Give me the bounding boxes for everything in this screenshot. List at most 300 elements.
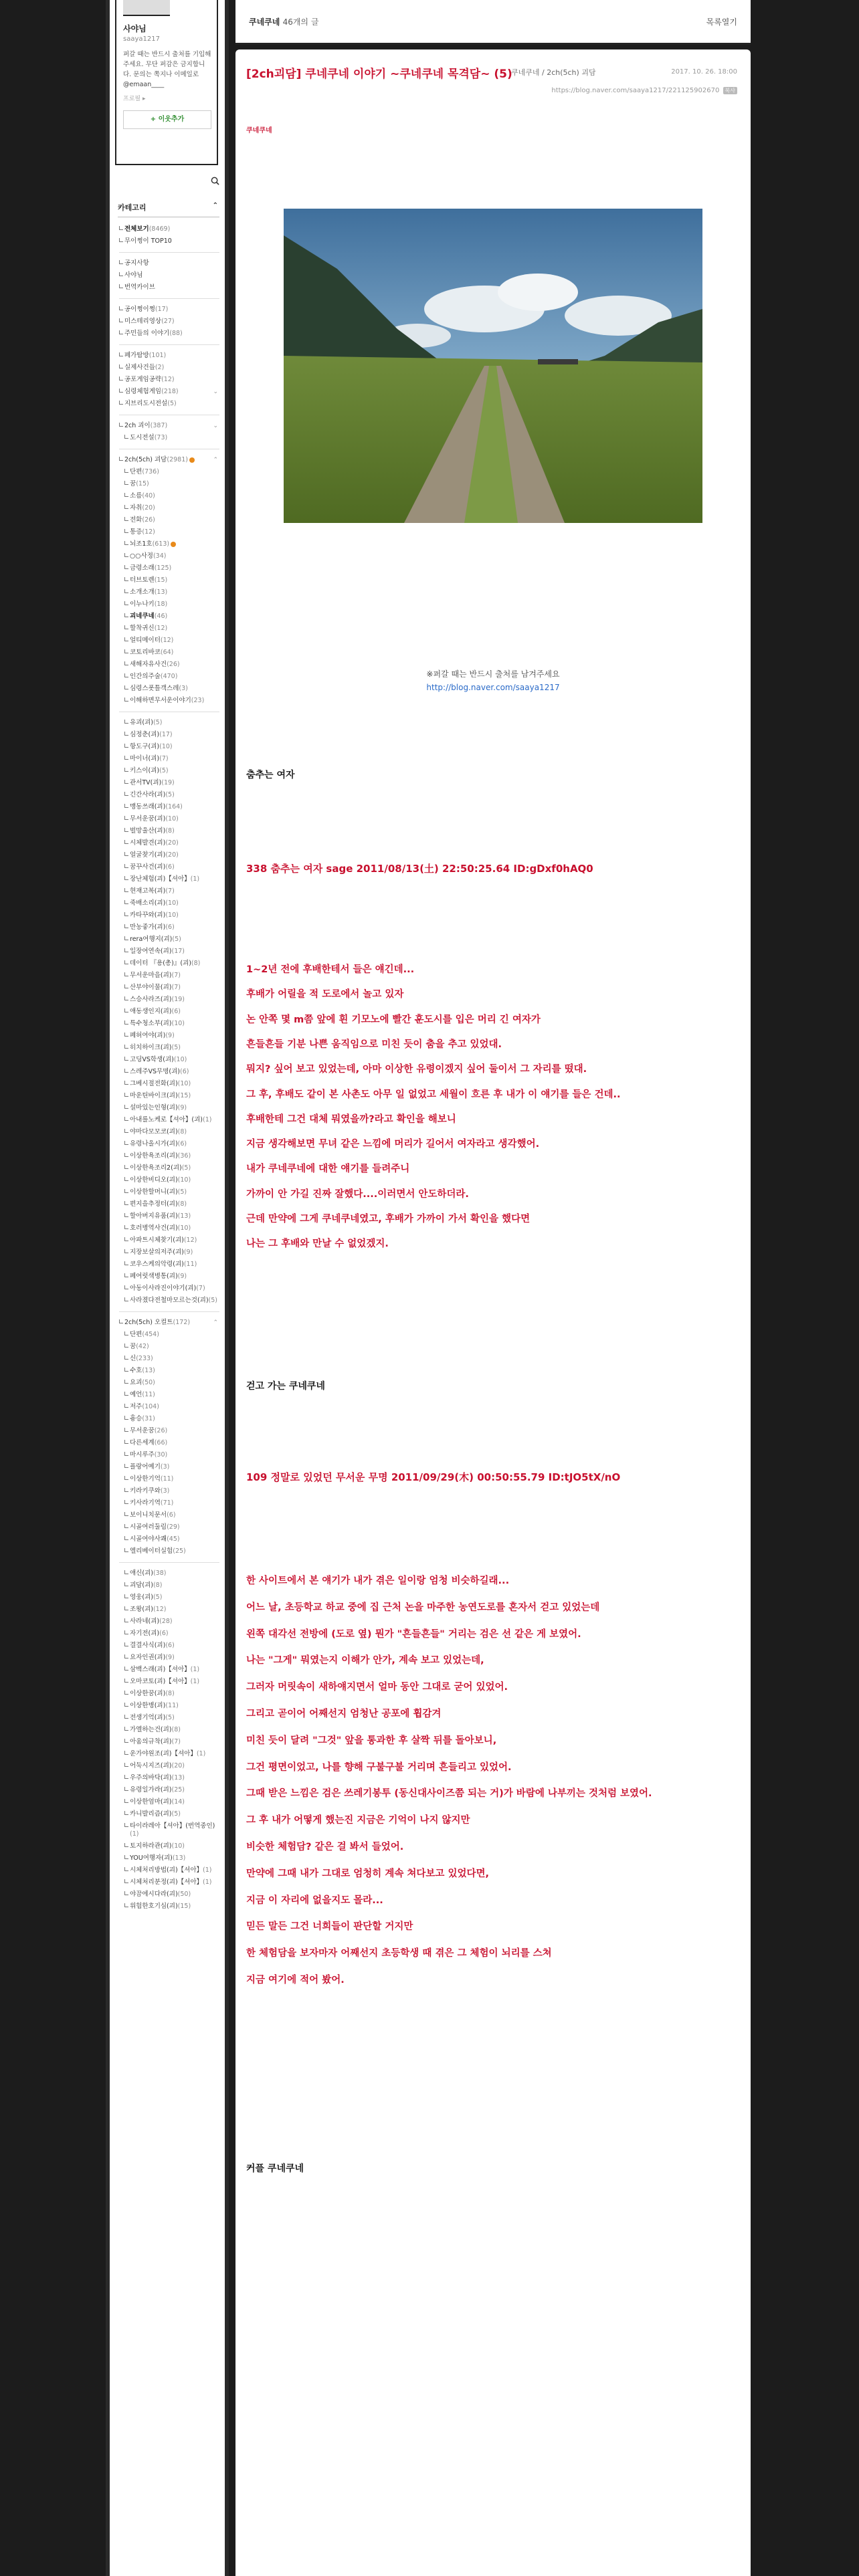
chevron-up-icon[interactable]: ⌃ <box>212 202 218 209</box>
category-count: (34) <box>153 552 167 560</box>
category-item[interactable] <box>118 789 222 801</box>
category-item[interactable] <box>118 1640 222 1652</box>
category-count: (218) <box>161 388 179 395</box>
category-item[interactable] <box>118 1864 222 1876</box>
category-item[interactable] <box>118 1509 222 1521</box>
category-item[interactable] <box>118 1235 222 1247</box>
category-count: (6) <box>165 1642 175 1649</box>
category-item[interactable] <box>118 478 222 490</box>
category-count: (11) <box>183 1261 197 1268</box>
category-item[interactable] <box>118 1901 222 1913</box>
copy-url-icon[interactable]: 복사 <box>723 87 737 94</box>
category-count: (7) <box>171 972 181 979</box>
category-count: (104) <box>142 1403 159 1410</box>
category-count: (736) <box>142 468 159 475</box>
category-item[interactable] <box>118 235 222 247</box>
category-label: 단편 <box>130 468 142 475</box>
category-item[interactable] <box>118 1054 222 1066</box>
category-item[interactable] <box>118 1748 222 1760</box>
category-item[interactable] <box>118 398 222 410</box>
category-label: 시골여러둘림 <box>130 1523 167 1531</box>
category-item[interactable] <box>118 717 222 729</box>
category-item[interactable] <box>118 1545 222 1558</box>
story-line: 후배가 어릴을 적 도로에서 놀고 있자 <box>246 989 404 1000</box>
category-item[interactable] <box>118 741 222 753</box>
new-badge-icon <box>189 457 195 463</box>
category-item[interactable] <box>118 1497 222 1509</box>
category-item[interactable] <box>118 1365 222 1377</box>
category-item[interactable] <box>118 909 222 922</box>
category-item[interactable] <box>118 1030 222 1042</box>
category-item[interactable] <box>118 1760 222 1772</box>
category-item[interactable] <box>118 1222 222 1235</box>
category-item[interactable] <box>118 885 222 897</box>
category-label: 이상한기억 <box>130 1475 161 1483</box>
category-item[interactable] <box>118 1712 222 1724</box>
category-item[interactable] <box>118 1401 222 1413</box>
category-count: (20) <box>165 851 179 859</box>
post-url-text[interactable]: https://blog.naver.com/saaya1217/221125902670 <box>551 87 720 94</box>
category-item[interactable] <box>118 1461 222 1473</box>
category-count: (30) <box>154 1451 168 1459</box>
category-count: (10) <box>165 899 179 907</box>
category-item[interactable] <box>118 946 222 958</box>
category-item[interactable] <box>118 386 222 398</box>
category-count: (2) <box>155 364 165 371</box>
category-label: rera여행지(괴) <box>130 936 173 943</box>
category-item[interactable] <box>118 1317 222 1329</box>
category-count: (3) <box>160 1487 170 1495</box>
category-item[interactable] <box>118 825 222 837</box>
category-item[interactable] <box>118 623 222 635</box>
category-count: (12) <box>154 625 168 632</box>
category-item[interactable] <box>118 897 222 909</box>
category-label: 소개소개 <box>130 588 155 596</box>
post-tag[interactable]: 쿠네쿠네 <box>246 127 272 134</box>
category-item[interactable] <box>118 1377 222 1389</box>
category-toggle-icon[interactable]: ⌄ <box>213 389 218 395</box>
category-item[interactable] <box>118 454 222 466</box>
category-count: (5) <box>153 1594 163 1601</box>
category-label: 플랑어예기 <box>130 1463 161 1471</box>
category-count: (470) <box>160 673 178 680</box>
category-item[interactable] <box>118 1652 222 1664</box>
profile-link[interactable]: 프로필 ▸ <box>123 96 146 102</box>
category-label: 카타꾸와(괴) <box>130 911 166 919</box>
story-line: 흔들흔들 기분 나쁜 움직임으로 미친 듯이 춤을 추고 있었대. <box>246 1039 502 1050</box>
category-label: 키사라기역 <box>130 1499 161 1507</box>
category-item[interactable] <box>118 1724 222 1736</box>
category-label: 오마코토(괴)【셔아】 <box>130 1678 191 1685</box>
post <box>235 49 751 2576</box>
category-item[interactable] <box>118 350 222 362</box>
category-item[interactable] <box>118 1664 222 1676</box>
story-line: 나는 그 후배와 만날 수 없었겠지. <box>246 1239 389 1250</box>
category-label: 마시루주 <box>130 1451 155 1459</box>
category-count: (12) <box>153 1606 167 1613</box>
category-count: (1) <box>190 1678 200 1685</box>
category-item[interactable] <box>118 994 222 1006</box>
category-count: (11) <box>165 1702 179 1709</box>
category-count: (387) <box>150 422 168 429</box>
category-item[interactable] <box>118 1808 222 1820</box>
category-label: 저주 <box>130 1403 142 1410</box>
category-item[interactable] <box>118 1820 222 1840</box>
category-count: (2981) <box>167 456 188 463</box>
category-item[interactable] <box>118 490 222 502</box>
category-item[interactable] <box>118 1066 222 1078</box>
category-label: 무서운꿈 <box>130 1427 155 1434</box>
category-count: (73) <box>154 434 168 441</box>
category-item[interactable] <box>118 1006 222 1018</box>
category-label: 단편 <box>130 1331 142 1338</box>
category-item[interactable] <box>118 550 222 562</box>
category-item[interactable] <box>118 647 222 659</box>
category-item[interactable] <box>118 304 222 316</box>
category-item[interactable] <box>118 1889 222 1901</box>
add-neighbor-button[interactable]: + 이웃추가 <box>123 110 211 129</box>
category-label: 애신(괴) <box>130 1570 153 1577</box>
category-count: (46) <box>154 613 168 620</box>
category-label: 산부야이물(괴) <box>130 984 172 991</box>
category-label: 전체보기 <box>124 225 149 233</box>
category-count: (20) <box>165 839 179 847</box>
category-label: 꿈 <box>130 480 136 488</box>
story-line: 그때 받은 느낌은 검은 쓰레기봉투 (동신대사이즈쯤 되는 거)가 바람에 나부끼는 것처럼 보였어. <box>246 1788 652 1800</box>
category-label: 얼티메이터 <box>130 637 161 644</box>
category-item[interactable] <box>118 1329 222 1341</box>
category-item[interactable] <box>118 1341 222 1353</box>
category-toggle-icon[interactable]: ⌃ <box>213 457 218 463</box>
category-count: (10) <box>171 1020 185 1027</box>
post-title: [2ch괴담] 쿠네쿠네 이야기 ~쿠네쿠네 목격담~ (5) <box>246 68 512 81</box>
category-item[interactable] <box>118 1852 222 1864</box>
category-count: (19) <box>171 996 185 1003</box>
category-item[interactable] <box>118 635 222 647</box>
category-label: 시체발견(괴) <box>130 839 166 847</box>
category-count: (1) <box>203 1116 212 1123</box>
category-count: (40) <box>142 492 155 500</box>
category-item[interactable] <box>118 1042 222 1054</box>
category-label: 번역카이브 <box>124 284 155 291</box>
category-label: 애동생인지(괴) <box>130 1008 172 1015</box>
category-label: 수호 <box>130 1367 142 1374</box>
category-item[interactable] <box>118 1186 222 1198</box>
category-count: (8) <box>153 1582 163 1589</box>
category-item[interactable] <box>118 1772 222 1784</box>
category-item[interactable] <box>118 1840 222 1852</box>
category-count: (88) <box>169 330 183 337</box>
category-item[interactable] <box>118 611 222 623</box>
category-item[interactable] <box>118 813 222 825</box>
category-item[interactable] <box>118 1533 222 1545</box>
profile-name[interactable]: 사야님 <box>123 24 147 33</box>
category-label: 괴네쿠네 <box>130 613 155 620</box>
blog-link[interactable]: http://blog.naver.com/saaya1217 <box>426 683 560 692</box>
category-label: 일장여연속(괴) <box>130 948 172 955</box>
category-count: (15) <box>154 576 168 584</box>
category-item[interactable] <box>118 1796 222 1808</box>
category-item[interactable] <box>118 1389 222 1401</box>
category-count: (50) <box>177 1891 191 1898</box>
category-item[interactable] <box>118 1078 222 1090</box>
category-count: (10) <box>171 1842 185 1850</box>
category-label: 폐허여야(괴) <box>130 1032 166 1039</box>
post-photo <box>284 209 702 523</box>
category-item[interactable] <box>118 270 222 282</box>
category-count: (6) <box>180 1068 189 1075</box>
sidebar-search <box>116 175 221 189</box>
category-count: (31) <box>142 1415 155 1422</box>
category-item[interactable] <box>118 1449 222 1461</box>
category-item[interactable] <box>118 1485 222 1497</box>
category-count: (5) <box>172 936 181 943</box>
scrap-notice-text: ※퍼갈 때는 반드시 출처를 남겨주세요 <box>426 669 560 679</box>
category-label: YOU여행자(괴) <box>130 1854 173 1862</box>
category-count: (7) <box>165 887 175 895</box>
story-line: 내가 쿠네쿠네에 대한 얘기를 들려주니 <box>246 1164 410 1175</box>
category-count: (25) <box>171 1786 185 1794</box>
category-item[interactable] <box>118 420 222 432</box>
category-label: 2ch(5ch) 오컬트 <box>124 1319 173 1326</box>
category-count: (8469) <box>149 225 171 233</box>
category-item[interactable] <box>118 1259 222 1271</box>
thread-post-header: 338 춤추는 여자 sage 2011/08/13(土) 22:50:25.64 ID:gDxf0hAQ0 <box>246 863 593 875</box>
category-item[interactable] <box>118 1150 222 1162</box>
category-item[interactable] <box>118 1271 222 1283</box>
category-label: 만농좋가(괴) <box>130 924 166 931</box>
category-item[interactable] <box>118 282 222 294</box>
category-item[interactable] <box>118 1688 222 1700</box>
category-item[interactable] <box>118 1353 222 1365</box>
category-item[interactable] <box>118 777 222 789</box>
category-count: (66) <box>154 1439 168 1446</box>
category-count: (10) <box>177 1080 191 1087</box>
category-count: (6) <box>165 863 175 871</box>
category-label: 아동이사라진이야기(괴) <box>130 1285 197 1292</box>
category-item[interactable] <box>118 1174 222 1186</box>
category-item[interactable] <box>118 1736 222 1748</box>
category-item[interactable] <box>118 765 222 777</box>
category-item[interactable] <box>118 316 222 328</box>
sidebar-right-edge <box>225 0 229 2576</box>
category-item[interactable] <box>118 1784 222 1796</box>
category-label: 신 <box>130 1355 136 1362</box>
category-count: (5) <box>153 719 163 726</box>
category-label: 운가야원조(괴)【셔아】 <box>130 1750 197 1757</box>
category-count: (10) <box>165 815 179 823</box>
category-item[interactable] <box>118 1413 222 1425</box>
post-category-path[interactable]: 쿠네쿠네 / 2ch(5ch) 괴담 <box>511 68 596 77</box>
category-label: 이상한꿈(괴) <box>130 1690 166 1697</box>
category-count: (9) <box>165 1032 175 1039</box>
category-item[interactable] <box>118 586 222 599</box>
story-line: 그 후 내가 어떻게 했는진 지금은 기억이 나지 않지만 <box>246 1815 470 1826</box>
category-item[interactable] <box>118 659 222 671</box>
category-count: (7) <box>159 755 169 762</box>
category-item[interactable] <box>118 695 222 707</box>
category-item[interactable] <box>118 1580 222 1592</box>
category-label: 어둑시지즈(괴) <box>130 1762 172 1769</box>
category-count: (8) <box>177 1128 187 1136</box>
category-label: 특수청소부(괴) <box>130 1020 172 1027</box>
category-item[interactable] <box>118 1676 222 1688</box>
category-header[interactable] <box>118 202 219 217</box>
avatar[interactable] <box>123 0 170 16</box>
category-count: (1) <box>190 875 200 883</box>
category-item[interactable] <box>118 1114 222 1126</box>
category-item[interactable] <box>118 729 222 741</box>
category-label: 전생기억(괴) <box>130 1714 166 1721</box>
category-item[interactable] <box>118 1616 222 1628</box>
category-item[interactable] <box>118 849 222 861</box>
category-item[interactable] <box>118 526 222 538</box>
category-item[interactable] <box>118 599 222 611</box>
category-label: 괴담(괴) <box>130 1582 153 1589</box>
category-count: (5) <box>171 1044 181 1051</box>
category-count: (10) <box>177 1176 191 1184</box>
search-icon[interactable] <box>211 177 219 185</box>
category-item[interactable] <box>118 1521 222 1533</box>
category-count: (8) <box>171 1726 181 1733</box>
category-item[interactable] <box>118 432 222 444</box>
category-item[interactable] <box>118 1283 222 1295</box>
story-line: 나는 "그게" 뭐였는지 이해가 안가, 계속 보고 있었는데, <box>246 1655 484 1667</box>
category-item[interactable] <box>118 1592 222 1604</box>
profile-description: 퍼갈 때는 반드시 출처를 기입해주세요. 무단 퍼감은 금지합니다. 문의는 쪽지나 이메일로 @emaan____ <box>123 51 211 88</box>
category-list <box>118 223 222 1913</box>
category-item[interactable] <box>118 1437 222 1449</box>
category-count: (3) <box>160 1463 170 1471</box>
category-label: 이상한욕조리(괴) <box>130 1152 178 1160</box>
category-label: 터브토렌 <box>130 576 155 584</box>
category-label: 꿈꾸사건(괴) <box>130 863 166 871</box>
category-label: 설마있는인형(괴) <box>130 1104 178 1111</box>
category-label: 호러병역사건(괴) <box>130 1224 178 1232</box>
story-line: 근데 만약에 그게 쿠네쿠네였고, 후배가 가까이 가서 확인을 했다면 <box>246 1214 531 1224</box>
category-count: (613) <box>152 540 170 548</box>
category-item[interactable] <box>118 1162 222 1174</box>
category-label: 긴간사라(괴) <box>130 791 166 798</box>
open-list-button[interactable]: 목록열기 <box>706 17 737 27</box>
current-category-label[interactable]: 쿠네쿠네 <box>249 17 280 27</box>
scrap-notice <box>235 667 751 694</box>
category-item[interactable] <box>118 801 222 813</box>
category-count: (19) <box>161 779 175 786</box>
category-item[interactable] <box>118 1425 222 1437</box>
category-divider <box>119 1311 219 1312</box>
category-count: (10) <box>177 1224 191 1232</box>
category-item[interactable] <box>118 873 222 885</box>
category-item[interactable] <box>118 970 222 982</box>
category-item[interactable] <box>118 1090 222 1102</box>
category-item[interactable] <box>118 753 222 765</box>
category-item[interactable] <box>118 1473 222 1485</box>
category-toggle-icon[interactable]: ⌃ <box>213 1319 218 1326</box>
category-label: 지장보살의저주(괴) <box>130 1249 184 1256</box>
category-item[interactable] <box>118 1018 222 1030</box>
category-count: (12) <box>142 528 155 536</box>
category-label: 지브리도시전설 <box>124 400 168 407</box>
category-count: (26) <box>167 661 180 668</box>
story-line: 1~2년 전에 후배한테서 들은 얘긴데... <box>246 964 415 975</box>
post-date: 2017. 10. 26. 18:00 <box>671 68 737 76</box>
profile-id: saaya1217 <box>123 35 160 43</box>
category-label: 히치하이크(괴) <box>130 1044 172 1051</box>
current-category <box>249 16 318 27</box>
category-item[interactable] <box>118 502 222 514</box>
category-item[interactable] <box>118 1568 222 1580</box>
category-item[interactable] <box>118 1102 222 1114</box>
category-label: 이상한비디오(괴) <box>130 1176 178 1184</box>
category-item[interactable] <box>118 922 222 934</box>
story-line: 지금 이 자리에 없을지도 몰라... <box>246 1895 383 1906</box>
category-count: (6) <box>167 1511 176 1519</box>
category-count: (8) <box>191 960 201 967</box>
post-count: 46개의 글 <box>282 17 319 27</box>
category-item[interactable] <box>118 683 222 695</box>
category-item[interactable] <box>118 1138 222 1150</box>
story-line: 그리고 곧이어 어째선지 엄청난 공포에 휩감겨 <box>246 1709 442 1719</box>
story-line: 왼쪽 대각선 전방에 (도로 옆) 뭔가 "흔들흔들" 거리는 검은 선 같은 게 보였어. <box>246 1628 581 1640</box>
category-item[interactable] <box>118 1628 222 1640</box>
category-toggle-icon[interactable]: ⌄ <box>213 423 218 429</box>
category-label: 마운틴바이크(괴) <box>130 1092 178 1099</box>
category-item[interactable] <box>118 514 222 526</box>
category-label: 편지을추정터(괴) <box>130 1200 178 1208</box>
category-item[interactable] <box>118 1247 222 1259</box>
category-count: (5) <box>177 1188 187 1196</box>
category-count: (12) <box>160 637 174 644</box>
category-item[interactable] <box>118 223 222 235</box>
category-label: 얼굴찾기(괴) <box>130 851 166 859</box>
category-label: 할아버지유품(괴) <box>130 1212 178 1220</box>
category-item[interactable] <box>118 574 222 586</box>
category-label: 코토리바코 <box>130 649 161 656</box>
category-item[interactable] <box>118 982 222 994</box>
category-label: 도시전설 <box>130 434 155 441</box>
category-item[interactable] <box>118 538 222 550</box>
category-item[interactable] <box>118 466 222 478</box>
category-item[interactable] <box>118 934 222 946</box>
category-item[interactable] <box>118 1198 222 1210</box>
category-item[interactable] <box>118 1604 222 1616</box>
category-label: 할착귀신 <box>130 625 155 632</box>
category-count: (50) <box>142 1379 155 1386</box>
category-item[interactable] <box>118 861 222 873</box>
category-label: 보이니치문서 <box>130 1511 167 1519</box>
section-title: 춤추는 여자 <box>246 770 295 780</box>
category-item[interactable] <box>118 374 222 386</box>
category-item[interactable] <box>118 328 222 340</box>
category-item[interactable] <box>118 837 222 849</box>
category-item[interactable] <box>118 1210 222 1222</box>
category-item[interactable] <box>118 958 222 970</box>
category-label: 아내를노케로【셔아】(괴) <box>130 1116 203 1123</box>
category-item[interactable] <box>118 1700 222 1712</box>
category-item[interactable] <box>118 1126 222 1138</box>
category-item[interactable] <box>118 1295 222 1307</box>
category-item[interactable] <box>118 562 222 574</box>
category-item[interactable] <box>118 671 222 683</box>
category-item[interactable] <box>118 257 222 270</box>
category-item[interactable] <box>118 362 222 374</box>
category-count: (8) <box>165 827 175 835</box>
category-label: 유령일가라(괴) <box>130 1786 172 1794</box>
category-label: 이누나키 <box>130 601 155 608</box>
story-line: 그 후, 후배도 같이 본 사촌도 아무 일 없었고 세월이 흐른 후 내가 이 얘기를 들은 건데.. <box>246 1089 621 1100</box>
category-item[interactable] <box>118 1876 222 1889</box>
